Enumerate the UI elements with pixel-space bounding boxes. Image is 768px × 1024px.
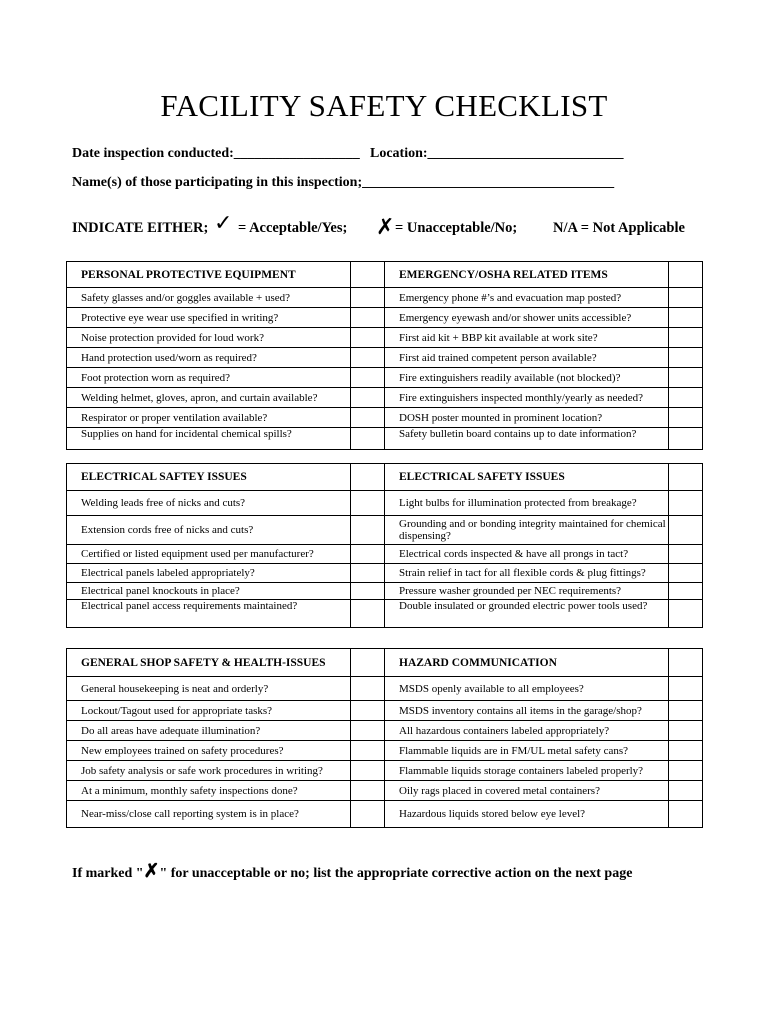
check-cell[interactable] [669, 781, 703, 801]
check-cell[interactable] [351, 368, 385, 388]
check-cell[interactable] [669, 308, 703, 328]
check-cell[interactable] [669, 428, 703, 450]
section-header-left: PERSONAL PROTECTIVE EQUIPMENT [67, 262, 351, 288]
checklist-item: Electrical panel knockouts in place? [67, 583, 351, 600]
check-cell[interactable] [351, 801, 385, 828]
checklist-item: Fire extinguishers readily available (not blocked)? [385, 368, 669, 388]
checklist-item: MSDS inventory contains all items in the garage/shop? [385, 701, 669, 721]
checklist-item: Safety glasses and/or goggles available + used? [67, 288, 351, 308]
legend-not-applicable: N/A = Not Applicable [553, 220, 685, 236]
check-cell[interactable] [669, 564, 703, 583]
check-cell[interactable] [669, 262, 703, 288]
section-header-right: HAZARD COMMUNICATION [385, 649, 669, 677]
check-cell[interactable] [669, 801, 703, 828]
checklist-item: First aid kit + BBP kit available at work site? [385, 328, 669, 348]
checklist-item: Welding leads free of nicks and cuts? [67, 491, 351, 516]
check-cell[interactable] [669, 464, 703, 491]
checklist-item: Safety bulletin board contains up to date information? [385, 428, 669, 450]
checklist-item: Flammable liquids are in FM/UL metal safety cans? [385, 741, 669, 761]
page-title: FACILITY SAFETY CHECKLIST [160, 88, 608, 123]
check-cell[interactable] [351, 583, 385, 600]
check-cell[interactable] [669, 328, 703, 348]
section-header-right: EMERGENCY/OSHA RELATED ITEMS [385, 262, 669, 288]
checklist-item: Electrical panel access requirements maintained? [67, 600, 351, 628]
check-cell[interactable] [669, 388, 703, 408]
check-cell[interactable] [351, 649, 385, 677]
checklist-item: First aid trained competent person available? [385, 348, 669, 368]
check-cell[interactable] [351, 464, 385, 491]
checklist-item: All hazardous containers labeled appropriately? [385, 721, 669, 741]
check-cell[interactable] [351, 408, 385, 428]
check-cell[interactable] [351, 564, 385, 583]
checklist-item: Respirator or proper ventilation available? [67, 408, 351, 428]
check-cell[interactable] [669, 600, 703, 628]
checklist-item: Job safety analysis or safe work procedures in writing? [67, 761, 351, 781]
checklist-item: MSDS openly available to all employees? [385, 677, 669, 701]
check-cell[interactable] [351, 516, 385, 545]
check-cell[interactable] [351, 288, 385, 308]
checklist-item: DOSH poster mounted in prominent location? [385, 408, 669, 428]
date-inspection-label: Date inspection conducted:__________________ [72, 146, 360, 161]
check-cell[interactable] [351, 262, 385, 288]
checklist-item: Noise protection provided for loud work? [67, 328, 351, 348]
check-cell[interactable] [669, 516, 703, 545]
check-cell[interactable] [351, 308, 385, 328]
checklist-table-shop-hazard [66, 648, 703, 828]
checklist-item: Supplies on hand for incidental chemical spills? [67, 428, 351, 450]
check-cell[interactable] [669, 368, 703, 388]
x-mark-icon: ✗ [376, 214, 395, 239]
checklist-item: Extension cords free of nicks and cuts? [67, 516, 351, 545]
check-cell[interactable] [351, 721, 385, 741]
footer-instruction [72, 860, 632, 883]
footer-prefix: If marked " [72, 866, 144, 881]
checklist-item: Pressure washer grounded per NEC requirements? [385, 583, 669, 600]
participants-label: Name(s) of those participating in this inspection;____________________________________ [72, 175, 615, 190]
legend-acceptable: = Acceptable/Yes; [238, 220, 348, 236]
x-mark-icon: ✗ [143, 861, 160, 882]
check-cell[interactable] [669, 348, 703, 368]
check-cell[interactable] [351, 328, 385, 348]
check-cell[interactable] [351, 741, 385, 761]
check-cell[interactable] [669, 677, 703, 701]
checklist-item: Grounding and or bonding integrity maintained for chemical dispensing? [385, 516, 669, 545]
checklist-table-ppe-emergency [66, 261, 703, 450]
checklist-item: Protective eye wear use specified in writing? [67, 308, 351, 328]
checklist-item: Electrical cords inspected & have all prongs in tact? [385, 545, 669, 564]
checklist-item: Hazardous liquids stored below eye level? [385, 801, 669, 828]
checklist-item: Oily rags placed in covered metal containers? [385, 781, 669, 801]
checklist-item: At a minimum, monthly safety inspections done? [67, 781, 351, 801]
checklist-item: Fire extinguishers inspected monthly/yearly as needed? [385, 388, 669, 408]
check-cell[interactable] [669, 408, 703, 428]
section-header-right: ELECTRICAL SAFETY ISSUES [385, 464, 669, 491]
checklist-item: Near-miss/close call reporting system is in place? [67, 801, 351, 828]
checklist-item: Flammable liquids storage containers labeled properly? [385, 761, 669, 781]
checklist-item: Electrical panels labeled appropriately? [67, 564, 351, 583]
checklist-item: Certified or listed equipment used per manufacturer? [67, 545, 351, 564]
legend-prefix: INDICATE EITHER; [72, 220, 209, 236]
check-cell[interactable] [351, 428, 385, 450]
location-label: Location:____________________________ [370, 146, 624, 161]
check-cell[interactable] [351, 388, 385, 408]
checklist-item: Welding helmet, gloves, apron, and curtain available? [67, 388, 351, 408]
checklist-item: Light bulbs for illumination protected from breakage? [385, 491, 669, 516]
checklist-item: Lockout/Tagout used for appropriate tasks? [67, 701, 351, 721]
checklist-item: Foot protection worn as required? [67, 368, 351, 388]
check-cell[interactable] [351, 677, 385, 701]
check-cell[interactable] [351, 348, 385, 368]
checklist-item: New employees trained on safety procedures? [67, 741, 351, 761]
checklist-item: Hand protection used/worn as required? [67, 348, 351, 368]
checklist-item: Emergency phone #’s and evacuation map posted? [385, 288, 669, 308]
checklist-item: General housekeeping is neat and orderly? [67, 677, 351, 701]
check-cell[interactable] [669, 761, 703, 781]
check-cell[interactable] [669, 491, 703, 516]
check-cell[interactable] [351, 701, 385, 721]
check-cell[interactable] [669, 741, 703, 761]
check-cell[interactable] [351, 761, 385, 781]
section-header-left: ELECTRICAL SAFTEY ISSUES [67, 464, 351, 491]
check-cell[interactable] [351, 600, 385, 628]
check-cell[interactable] [351, 781, 385, 801]
legend-unacceptable: = Unacceptable/No; [395, 220, 518, 236]
check-cell[interactable] [351, 545, 385, 564]
check-cell[interactable] [669, 288, 703, 308]
section-header-left: GENERAL SHOP SAFETY & HEALTH-ISSUES [67, 649, 351, 677]
checklist-table-electrical [66, 463, 703, 628]
check-cell[interactable] [669, 545, 703, 564]
check-cell[interactable] [669, 649, 703, 677]
checklist-item: Emergency eyewash and/or shower units accessible? [385, 308, 669, 328]
checklist-item: Strain relief in tact for all flexible cords & plug fittings? [385, 564, 669, 583]
checklist-item: Double insulated or grounded electric power tools used? [385, 600, 669, 628]
check-cell[interactable] [351, 491, 385, 516]
check-cell[interactable] [669, 721, 703, 741]
footer-suffix: " for unacceptable or no; list the appropriate corrective action on the next page [159, 866, 633, 881]
checklist-item: Do all areas have adequate illumination? [67, 721, 351, 741]
check-cell[interactable] [669, 583, 703, 600]
check-cell[interactable] [669, 701, 703, 721]
check-icon: ✓ [214, 210, 233, 235]
